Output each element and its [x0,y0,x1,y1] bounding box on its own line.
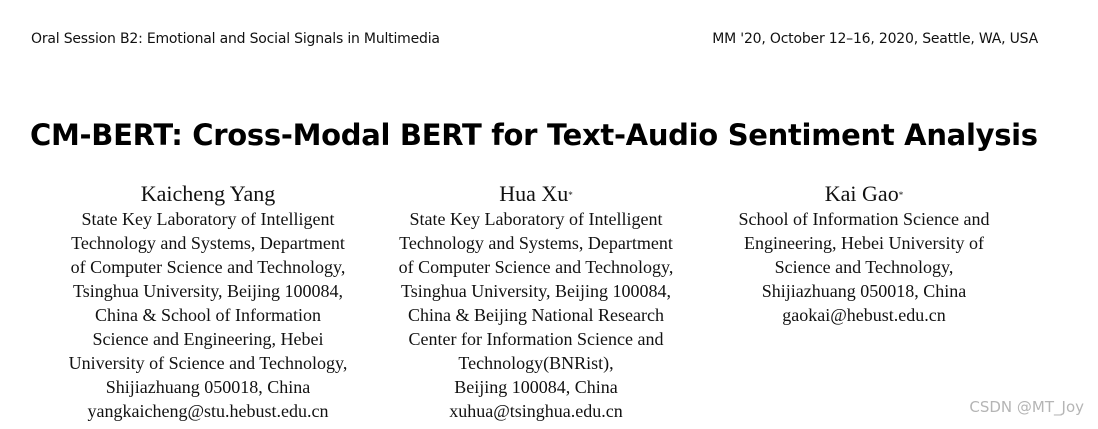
affiliation-line: Technology and Systems, Department [399,233,673,253]
affiliation-line: Science and Technology, [774,257,954,277]
affiliation-line: State Key Laboratory of Intelligent [409,209,663,229]
affiliation-line: Technology and Systems, Department [71,233,345,253]
affiliation-line: China & Beijing National Research [408,305,664,325]
author-block-1 [52,180,364,423]
affiliation-line: Beijing 100084, China [454,377,618,397]
watermark: CSDN @MT_Joy [969,398,1084,416]
affiliation-line: Shijiazhuang 050018, China [761,281,967,301]
author-block-3 [708,180,1020,327]
author-block-2 [380,180,692,423]
affiliation-line: of Computer Science and Technology, [398,257,674,277]
affiliation-line: Engineering, Hebei University of [744,233,984,253]
corresponding-mark: * [568,190,573,200]
author-email: xuhua@tsinghua.edu.cn [449,401,623,421]
affiliation-line: Science and Engineering, Hebei [92,329,324,349]
paper-title: CM-BERT: Cross-Modal BERT for Text-Audio Sentiment Analysis [30,118,1038,152]
author-name: Kaicheng Yang [140,181,276,206]
affiliation-line: State Key Laboratory of Intelligent [81,209,335,229]
affiliation-line: Tsinghua University, Beijing 100084, [72,281,344,301]
corresponding-mark: * [898,190,904,200]
affiliation-line: School of Information Science and [738,209,990,229]
author-email: yangkaicheng@stu.hebust.edu.cn [87,401,329,421]
affiliation-line: University of Science and Technology, [68,353,348,373]
running-head-left: Oral Session B2: Emotional and Social Signals in Multimedia [31,31,440,47]
affiliation-line: Tsinghua University, Beijing 100084, [400,281,672,301]
affiliation-line: Shijiazhuang 050018, China [105,377,311,397]
affiliation-line: Technology(BNRist), [458,353,614,373]
author-name: Hua Xu* [499,181,573,206]
affiliation-line: of Computer Science and Technology, [70,257,346,277]
running-head-right: MM '20, October 12–16, 2020, Seattle, WA, USA [712,31,1038,47]
author-email: gaokai@hebust.edu.cn [782,305,946,325]
author-name: Kai Gao* [824,181,904,206]
affiliation-line: China & School of Information [95,305,321,325]
affiliation-line: Center for Information Science and [408,329,664,349]
